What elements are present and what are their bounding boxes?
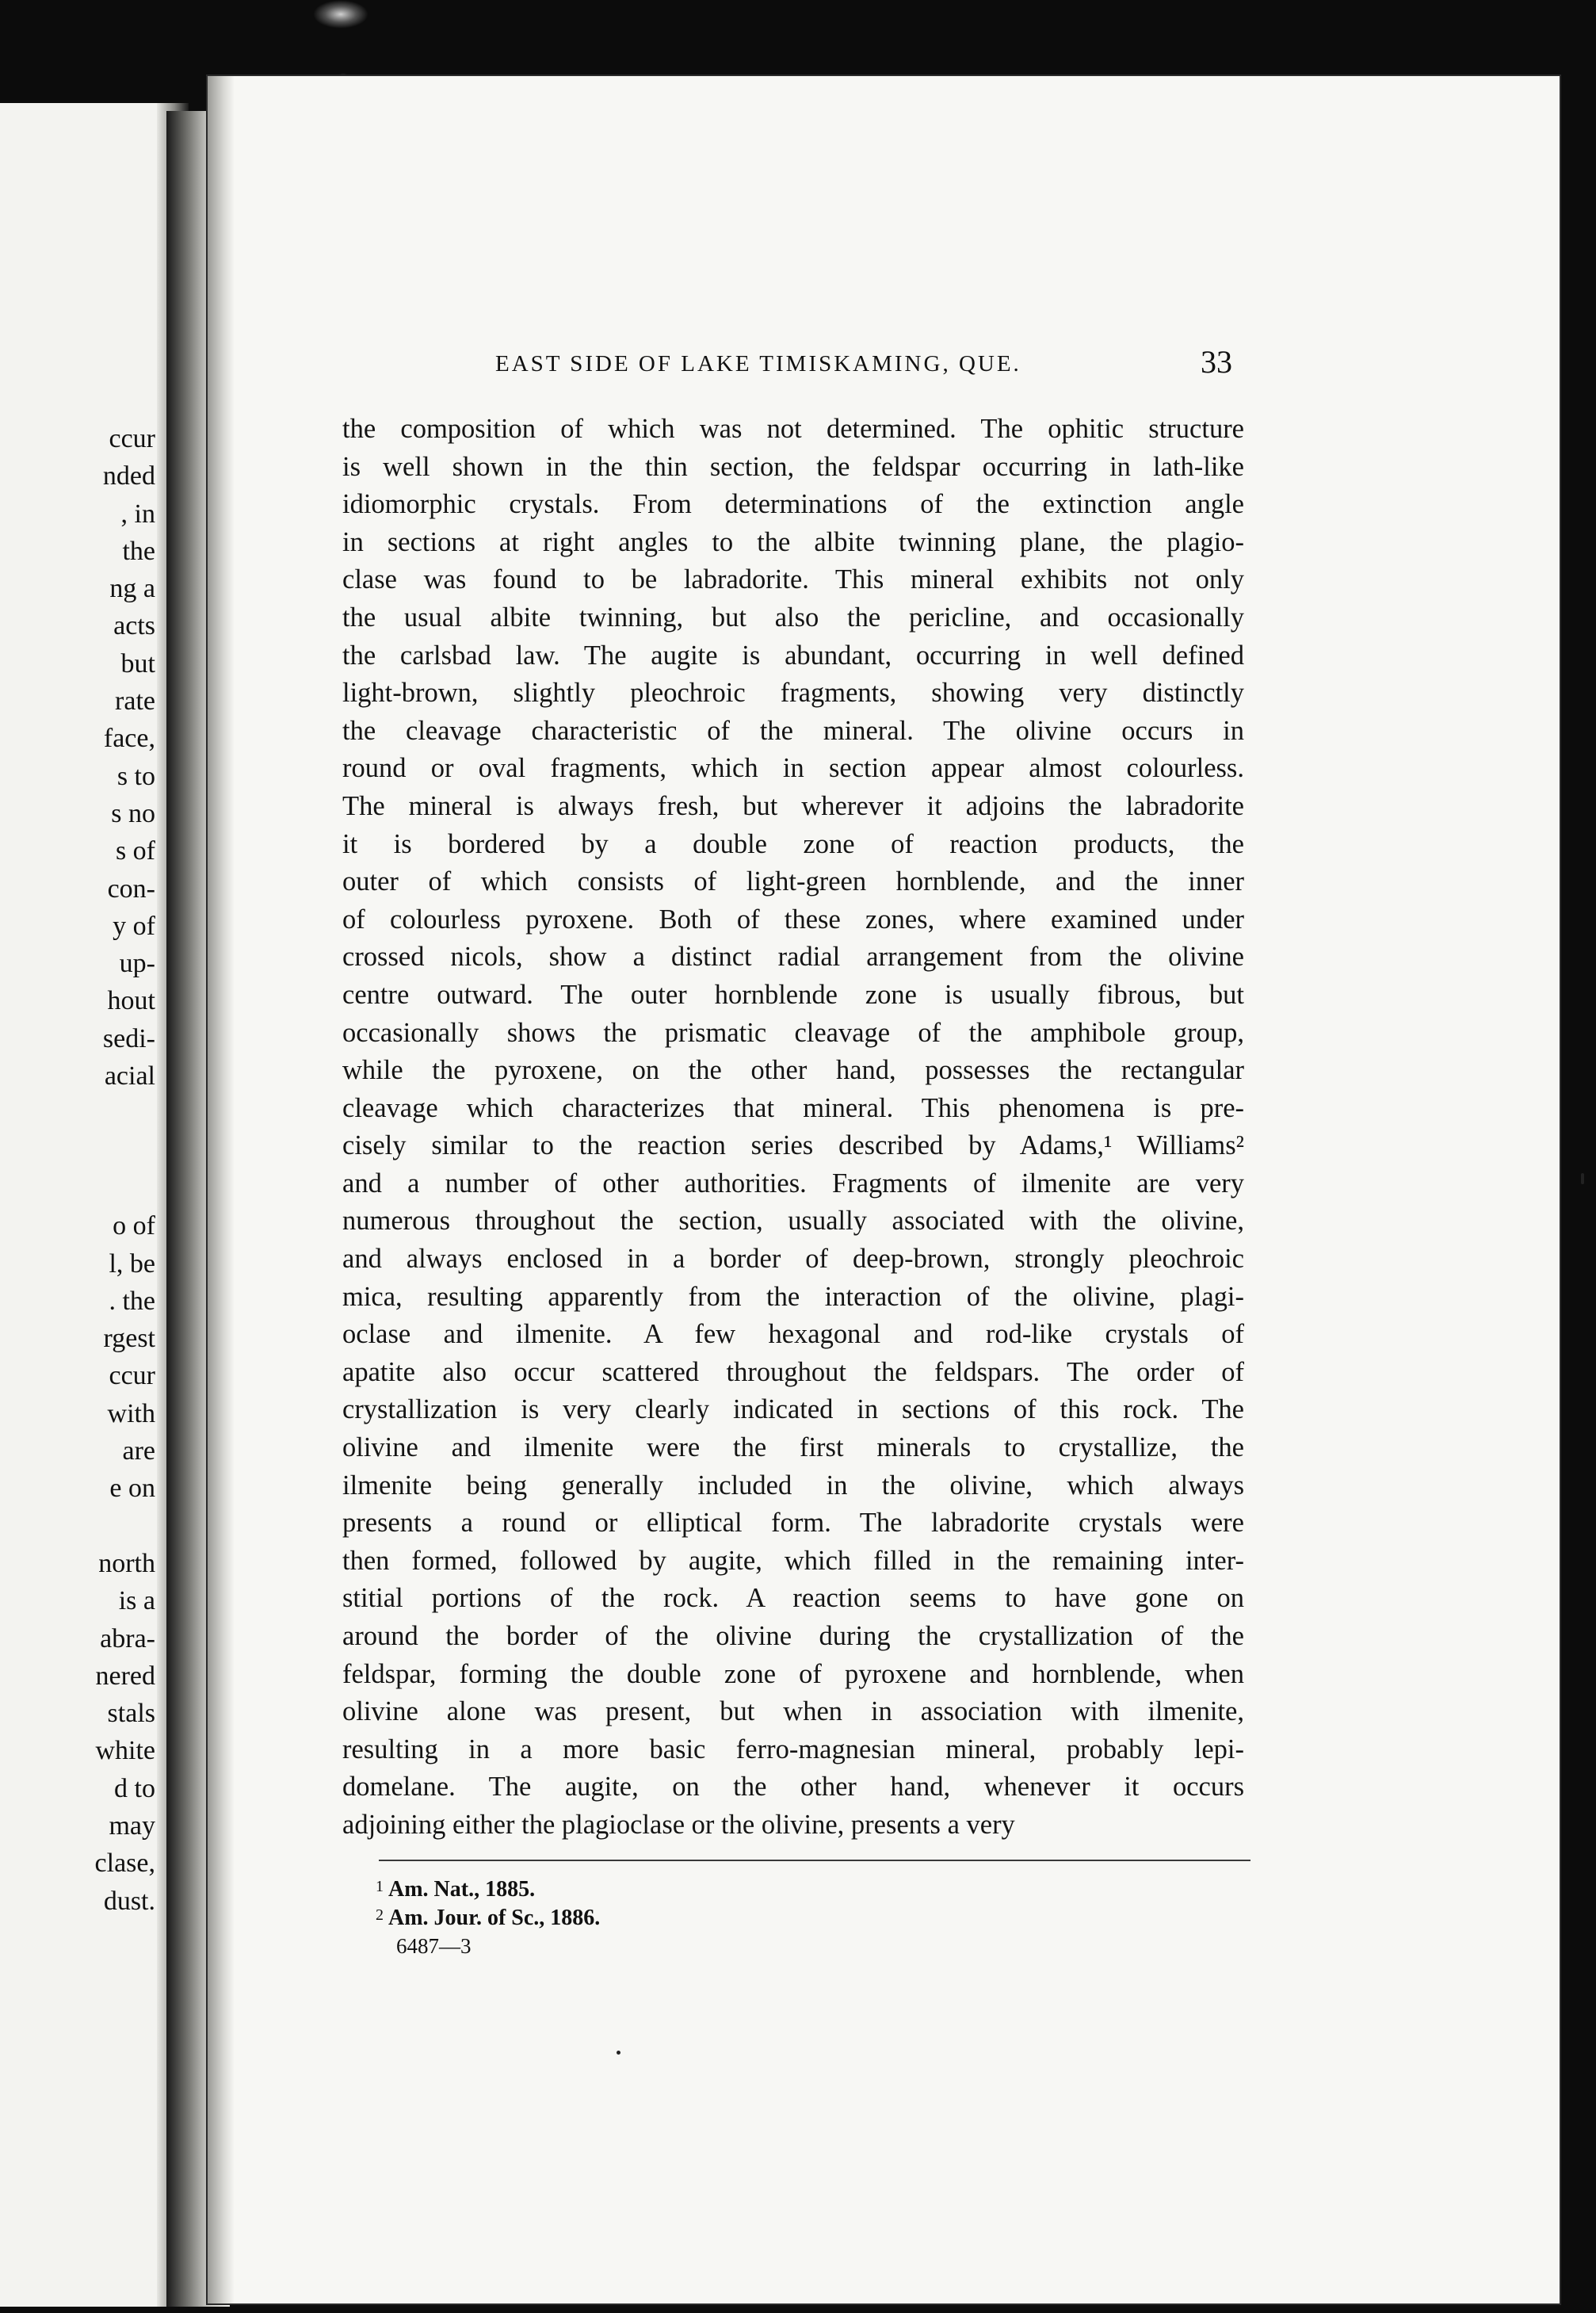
previous-page-fragment: ccur [109,424,155,453]
previous-page-fragment: con- [107,874,155,904]
previous-page-fragment: ccur [109,1361,155,1391]
text-line: olivine alone was present, but when in association with ilmenite, [342,1696,1244,1727]
text-line: crossed nicols, show a distinct radial arrangement from the olivine [342,942,1244,973]
previous-page-fragment: s no [111,798,155,828]
previous-page-fragment: s of [115,836,155,866]
previous-page-fragment: y of [113,911,155,941]
footnotes [376,1874,600,1931]
text-line: the carlsbad law. The augite is abundant, occurring in well defined [342,640,1244,671]
footnote [376,1874,600,1902]
previous-page-fragment: clase, [94,1848,155,1879]
previous-page-fragment: , in [120,499,155,529]
text-line: in sections at right angles to the albite twinning plane, the plagio- [342,526,1244,557]
running-head: EAST SIDE OF LAKE TIMISKAMING, QUE. [495,351,1021,377]
previous-page-fragment: are [122,1436,155,1466]
text-line: around the border of the olivine during the crystallization of the [342,1621,1244,1651]
text-line: ilmenite being generally included in the olivine, which always [342,1470,1244,1501]
previous-page-fragment: ng a [109,574,155,604]
previous-page-fragment: e on [109,1474,155,1504]
text-line: cleavage which characterizes that mineral. This phenomena is pre- [342,1092,1244,1123]
previous-page-fragment [0,1170,155,1207]
text-line: centre outward. The outer hornblende zone is usually fibrous, but [342,979,1244,1010]
footnote-text: Am. Jour. of Sc., 1886. [388,1906,601,1930]
text-line: numerous throughout the section, usually associated with the olivine, [342,1206,1244,1237]
text-line: crystallization is very clearly indicated in sections of this rock. The [342,1394,1244,1425]
text-line: is well shown in the thin section, the feldspar occurring in lath-like [342,451,1244,482]
previous-page-fragment: acial [104,1061,155,1092]
scan-speck [617,2051,620,2055]
previous-page-fragment: . the [109,1286,155,1316]
body-text [342,411,1244,1845]
text-line: presents a round or elliptical form. The labradorite crystals were [342,1508,1244,1539]
previous-page-fragment: l, be [109,1248,155,1279]
text-line: it is bordered by a double zone of reaction products, the [342,828,1244,859]
footnote-rule [379,1860,1250,1861]
previous-page-fragment [0,1133,155,1170]
text-line: outer of which consists of light-green hornblende, and the inner [342,866,1244,897]
previous-page-fragment: s to [116,761,155,791]
printer-signature: 6487—3 [396,1934,472,1958]
text-line: domelane. The augite, on the other hand, whenever it occurs [342,1772,1244,1803]
text-line: mica, resulting apparently from the interaction of the olivine, plagi- [342,1281,1244,1312]
scan-artifact-top [313,0,368,29]
text-line: while the pyroxene, on the other hand, possesses the rectangular [342,1055,1244,1086]
text-line: apatite also occur scattered throughout the feldspars. The order of [342,1356,1244,1387]
text-line: and always enclosed in a border of deep-brown, strongly pleochroic [342,1244,1244,1275]
previous-page-fragment: d to [114,1773,155,1803]
page-number: 33 [1201,344,1232,380]
previous-page-fragment: face, [103,724,155,754]
previous-page-fragment: abra- [100,1623,155,1654]
text-line: of colourless pyroxene. Both of these zones, where examined under [342,904,1244,935]
previous-page-line-ends [0,420,155,1920]
text-line: The mineral is always fresh, but wherever it adjoins the labradorite [342,790,1244,821]
footnote-text: Am. Nat., 1885. [388,1877,536,1902]
previous-page-fragment: sedi- [102,1023,155,1053]
footnote [376,1902,600,1931]
footnote-mark: 1 [376,1878,384,1895]
text-line: olivine and ilmenite were the first minerals to crystallize, the [342,1432,1244,1463]
previous-page-fragment: rgest [103,1324,155,1354]
text-line: stitial portions of the rock. A reaction seems to have gone on [342,1583,1244,1614]
previous-page-fragment: stals [107,1699,155,1729]
text-line: and a number of other authorities. Fragments of ilmenite are very [342,1168,1244,1199]
previous-page-fragment: is a [118,1586,155,1616]
previous-page-fragment: rate [115,686,155,717]
text-line: feldspar, forming the double zone of pyroxene and hornblende, when [342,1658,1244,1689]
text-line: the composition of which was not determined. The ophitic structure [342,414,1244,444]
text-line: adjoining either the plagioclase or the olivine, presents a very [342,1809,1015,1840]
text-line: the cleavage characteristic of the mineral. The olivine occurs in [342,715,1244,746]
previous-page-fragment: the [122,536,155,566]
text-line: light-brown, slightly pleochroic fragments, showing very distinctly [342,678,1244,709]
previous-page-fragment: nded [102,461,155,491]
text-line: the usual albite twinning, but also the pericline, and occasionally [342,602,1244,633]
text-line: clase was found to be labradorite. This mineral exhibits not only [342,564,1244,595]
previous-page-fragment: north [98,1548,155,1578]
text-line: occasionally shows the prismatic cleavage of the amphibole group, [342,1017,1244,1048]
previous-page-fragment: white [95,1736,155,1766]
previous-page-fragment: hout [107,986,155,1016]
page-inner-edge [208,76,235,2303]
previous-page-fragment: dust. [103,1886,155,1916]
previous-page-fragment: o of [113,1211,155,1241]
previous-page-fragment: nered [95,1661,155,1691]
text-line: oclase and ilmenite. A few hexagonal and rod-like crystals of [342,1319,1244,1350]
previous-page-fragment: up- [119,949,155,979]
previous-page-edge [0,103,189,2307]
previous-page-fragment [0,1508,155,1545]
text-line: round or oval fragments, which in section appear almost colourless. [342,753,1244,784]
text-line: resulting in a more basic ferro-magnesian mineral, probably lepi- [342,1734,1244,1764]
previous-page-fragment: acts [113,611,155,641]
previous-page-fragment: but [120,648,155,679]
text-line: then formed, followed by augite, which filled in the remaining inter- [342,1545,1244,1576]
text-line: cisely similar to the reaction series described by Adams,¹ Williams² [342,1130,1244,1161]
footnote-mark: 2 [376,1906,384,1924]
previous-page-fragment [0,1095,155,1132]
previous-page-fragment: with [107,1398,155,1428]
previous-page-fragment: may [109,1810,155,1841]
scan-speck [1581,1173,1584,1184]
text-line: idiomorphic crystals. From determinations of the extinction angle [342,489,1244,520]
